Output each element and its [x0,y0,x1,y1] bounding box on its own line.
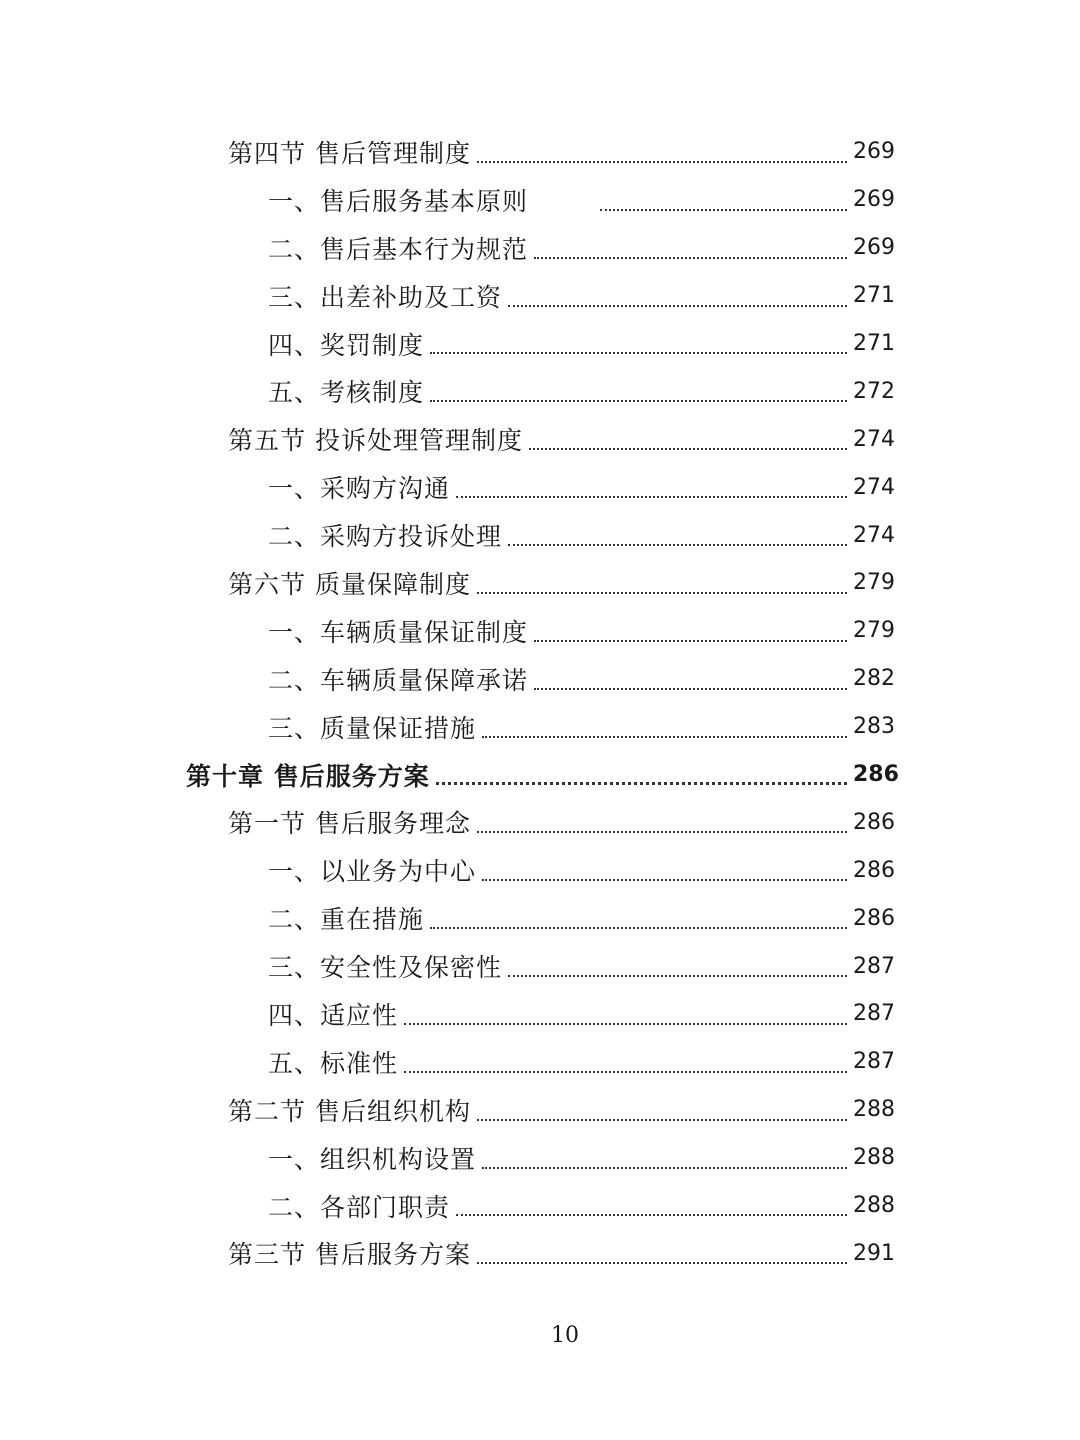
toc-entry-page-number: 287 [853,1049,895,1075]
toc-dot-leader [436,782,847,785]
toc-entry-label: 五、考核制度 [268,378,425,408]
toc-entry-page-number: 272 [853,378,895,404]
toc-dot-leader [534,640,847,642]
toc-entry-page-number: 286 [853,857,895,883]
toc-entry-label: 二、车辆质量保障承诺 [268,665,529,695]
toc-subsection-entry[interactable] [0,367,1080,415]
toc-section-entry[interactable] [0,559,1080,607]
toc-entry-label: 三、出差补助及工资 [268,282,503,312]
toc-dot-leader [430,927,847,929]
toc-entry-page-number: 288 [853,1145,895,1171]
toc-dot-leader [508,975,847,977]
toc-entry-label: 第四节 售后管理制度 [228,138,471,168]
toc-entry-page-number: 283 [853,714,895,740]
toc-dot-leader [477,161,847,163]
toc-subsection-entry[interactable] [0,1134,1080,1182]
toc-subsection-entry[interactable] [0,272,1080,320]
toc-subsection-entry[interactable] [0,703,1080,751]
toc-dot-leader [482,1167,847,1169]
toc-subsection-entry[interactable] [0,1038,1080,1086]
toc-section-entry[interactable] [0,1086,1080,1134]
toc-entry-page-number: 274 [853,426,895,452]
toc-dot-leader [456,496,847,498]
table-of-contents [0,128,1080,1277]
toc-dot-leader [534,257,847,259]
toc-entry-page-number: 286 [853,809,895,835]
toc-subsection-entry[interactable] [0,224,1080,272]
toc-entry-page-number: 286 [853,762,899,788]
toc-dot-leader [456,1214,847,1216]
toc-dot-leader [482,879,847,881]
toc-dot-leader [477,1119,847,1121]
toc-entry-label: 一、车辆质量保证制度 [268,617,529,647]
toc-entry-page-number: 291 [853,1240,895,1266]
toc-dot-leader [404,1071,847,1073]
toc-entry-label: 第五节 投诉处理管理制度 [228,426,523,456]
page-number: 10 [551,1323,579,1348]
toc-dot-leader [529,448,847,450]
toc-entry-page-number: 282 [853,666,895,692]
toc-entry-page-number: 279 [853,618,895,644]
toc-dot-leader [477,592,847,594]
toc-section-entry[interactable] [0,798,1080,846]
toc-entry-label: 五、标准性 [268,1048,399,1078]
toc-section-entry[interactable] [0,415,1080,463]
toc-entry-label: 二、售后基本行为规范 [268,234,529,264]
toc-entry-label: 第六节 质量保障制度 [228,569,471,599]
toc-dot-leader [477,831,847,833]
toc-subsection-entry[interactable] [0,320,1080,368]
toc-entry-label: 一、组织机构设置 [268,1144,477,1174]
toc-entry-page-number: 279 [853,570,895,596]
toc-chapter-entry[interactable] [0,751,1080,799]
toc-entry-label: 第二节 售后组织机构 [228,1096,471,1126]
toc-subsection-entry[interactable] [0,655,1080,703]
toc-subsection-entry[interactable] [0,942,1080,990]
toc-entry-label: 第十章 售后服务方案 [186,761,430,791]
toc-entry-page-number: 271 [853,331,895,356]
toc-entry-page-number: 274 [853,474,895,500]
toc-dot-leader [508,305,847,307]
toc-subsection-entry[interactable] [0,846,1080,894]
toc-entry-label: 三、质量保证措施 [268,713,477,743]
toc-section-entry[interactable] [0,128,1080,176]
toc-entry-label: 一、采购方沟通 [268,474,451,504]
toc-entry-label: 第一节 售后服务理念 [228,809,471,839]
toc-entry-label: 三、安全性及保密性 [268,953,503,983]
toc-entry-page-number: 269 [853,187,895,213]
toc-entry-label: 二、采购方投诉处理 [268,522,503,552]
toc-dot-leader [430,352,847,354]
toc-section-entry[interactable] [0,1229,1080,1277]
toc-entry-label: 第三节 售后服务方案 [228,1240,471,1270]
toc-subsection-entry[interactable] [0,511,1080,559]
toc-subsection-entry[interactable] [0,607,1080,655]
toc-dot-leader [600,209,847,211]
toc-subsection-entry[interactable] [0,1182,1080,1230]
toc-entry-page-number: 287 [853,1001,895,1027]
toc-dot-leader [430,400,847,402]
toc-dot-leader [482,736,847,738]
toc-entry-page-number: 269 [853,235,895,261]
toc-subsection-entry[interactable] [0,176,1080,224]
toc-entry-label: 一、以业务为中心 [268,857,477,887]
toc-subsection-entry[interactable] [0,894,1080,942]
toc-dot-leader [508,544,847,546]
toc-entry-label: 二、各部门职责 [268,1192,451,1222]
toc-entry-page-number: 269 [853,139,895,165]
toc-dot-leader [477,1262,847,1264]
toc-entry-page-number: 271 [853,283,895,309]
toc-dot-leader [404,1023,847,1025]
toc-entry-page-number: 288 [853,1097,895,1123]
toc-entry-page-number: 286 [853,905,895,931]
toc-entry-page-number: 287 [853,953,895,979]
toc-dot-leader [534,688,847,690]
toc-entry-label: 四、适应性 [268,1000,399,1030]
toc-subsection-entry[interactable] [0,463,1080,511]
toc-entry-page-number: 288 [853,1193,895,1219]
toc-entry-label: 四、奖罚制度 [268,330,425,360]
toc-entry-label: 二、重在措施 [268,905,425,935]
toc-entry-label: 一、售后服务基本原则 [268,186,529,216]
toc-subsection-entry[interactable] [0,990,1080,1038]
toc-entry-page-number: 274 [853,522,895,548]
